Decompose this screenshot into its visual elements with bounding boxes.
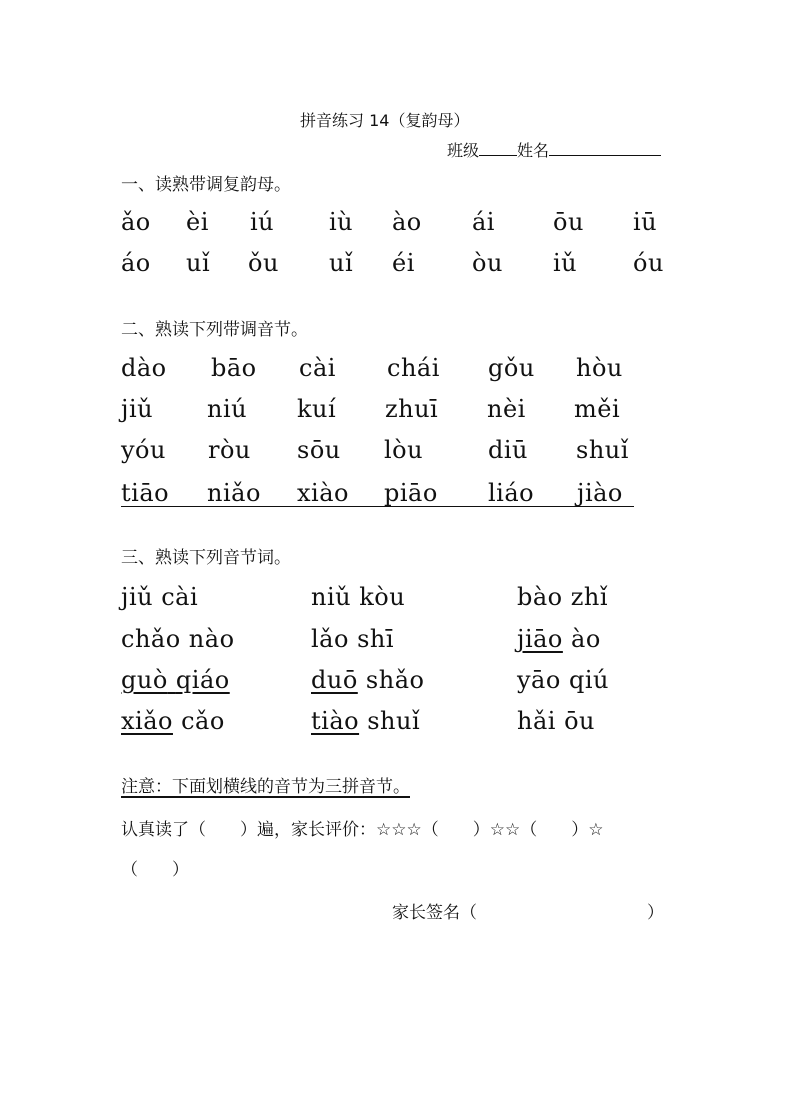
syllable: shǎo bbox=[365, 666, 425, 694]
syllable: jiǔ bbox=[121, 583, 154, 611]
syllable: shuǐ bbox=[367, 707, 421, 735]
syllable-underlined: tiào bbox=[311, 707, 360, 735]
syllable: chái bbox=[387, 354, 440, 382]
syllable: zhuī bbox=[385, 395, 439, 423]
word bbox=[311, 583, 405, 611]
syllable: cài bbox=[161, 583, 199, 611]
syllable: yóu bbox=[121, 436, 166, 464]
syllable: bāo bbox=[211, 354, 257, 382]
syllable: èi bbox=[186, 208, 209, 236]
word bbox=[517, 707, 595, 735]
name-label: 姓名 bbox=[517, 141, 550, 160]
section2-heading: 二、熟读下列带调音节。 bbox=[121, 320, 308, 340]
syllable: chǎo bbox=[121, 625, 181, 653]
syllable-underlined: duō bbox=[311, 666, 358, 694]
word bbox=[121, 707, 225, 735]
syllable: òu bbox=[472, 249, 503, 277]
syllable: éi bbox=[392, 249, 415, 277]
syllable: uǐ bbox=[186, 249, 211, 277]
syllable: ǒu bbox=[248, 249, 279, 277]
syllable: qiú bbox=[568, 666, 609, 694]
section3-heading: 三、熟读下列音节词。 bbox=[121, 548, 291, 568]
syllable: kuí bbox=[297, 395, 337, 423]
syllable: iù bbox=[329, 208, 354, 236]
parent-signature: 家长签名（ ） bbox=[392, 903, 664, 923]
class-name-line bbox=[447, 138, 661, 161]
syllable: ròu bbox=[208, 436, 251, 464]
syllable: shuǐ bbox=[576, 436, 629, 464]
syllable: iú bbox=[250, 208, 275, 236]
syllable: niǎo bbox=[207, 479, 261, 507]
syllable: ǎo bbox=[121, 208, 151, 236]
syllable: tiāo bbox=[121, 479, 170, 507]
syllable-underlined: qiáo bbox=[175, 666, 230, 694]
syllable: niǔ bbox=[311, 583, 352, 611]
syllable: měi bbox=[574, 395, 621, 423]
syllable: piāo bbox=[384, 479, 438, 507]
class-blank[interactable] bbox=[479, 141, 517, 156]
page-title: 拼音练习 14（复韵母） bbox=[300, 111, 470, 130]
syllable: cǎo bbox=[181, 707, 225, 735]
syllable: óu bbox=[633, 249, 664, 277]
section1-heading: 一、读熟带调复韵母。 bbox=[121, 175, 291, 195]
word bbox=[517, 625, 601, 653]
syllable: ào bbox=[571, 625, 601, 653]
syllable: niú bbox=[207, 395, 248, 423]
syllable: ōu bbox=[564, 707, 595, 735]
syllable: xiào bbox=[297, 479, 349, 507]
syllable: iǔ bbox=[553, 249, 578, 277]
read-count-line: 认真读了（ ）遍，家长评价：☆☆☆（ ）☆☆（ ）☆ bbox=[121, 820, 604, 840]
syllable: diū bbox=[488, 436, 528, 464]
name-blank[interactable] bbox=[549, 141, 661, 156]
syllable: yāo bbox=[517, 666, 561, 694]
syllable-underlined: jiāo bbox=[517, 625, 563, 653]
syllable: jiào bbox=[577, 479, 623, 507]
syllable-underlined: guò bbox=[121, 666, 168, 694]
syllable: nèi bbox=[487, 395, 526, 423]
word bbox=[517, 666, 609, 694]
syllable: ōu bbox=[553, 208, 584, 236]
syllable: áo bbox=[121, 249, 151, 277]
syllable: dào bbox=[121, 354, 167, 382]
syllable: iū bbox=[633, 208, 658, 236]
syllable: zhǐ bbox=[570, 583, 609, 611]
row4-underline bbox=[121, 506, 634, 507]
word bbox=[517, 583, 608, 611]
syllable: liáo bbox=[488, 479, 535, 507]
word bbox=[311, 666, 424, 694]
word bbox=[121, 583, 198, 611]
syllable: hǎi bbox=[517, 707, 556, 735]
read-count-line-2: （ ） bbox=[121, 860, 189, 880]
class-label: 班级 bbox=[447, 141, 480, 160]
syllable: ào bbox=[392, 208, 422, 236]
syllable: ái bbox=[472, 208, 495, 236]
note: 注意：下面划横线的音节为三拼音节。 bbox=[121, 777, 410, 797]
word bbox=[311, 625, 394, 653]
word bbox=[121, 666, 230, 694]
syllable: kòu bbox=[359, 583, 406, 611]
syllable: uǐ bbox=[329, 249, 354, 277]
syllable: bào bbox=[517, 583, 563, 611]
syllable: hòu bbox=[576, 354, 623, 382]
syllable: shī bbox=[357, 625, 395, 653]
syllable: lòu bbox=[384, 436, 424, 464]
syllable: lǎo bbox=[311, 625, 349, 653]
syllable: gǒu bbox=[488, 354, 535, 382]
syllable-underlined: xiǎo bbox=[121, 707, 173, 735]
syllable: cài bbox=[299, 354, 336, 382]
syllable: nào bbox=[188, 625, 235, 653]
syllable: jiǔ bbox=[121, 395, 154, 423]
word bbox=[311, 707, 420, 735]
word bbox=[121, 625, 235, 653]
syllable: sōu bbox=[297, 436, 341, 464]
